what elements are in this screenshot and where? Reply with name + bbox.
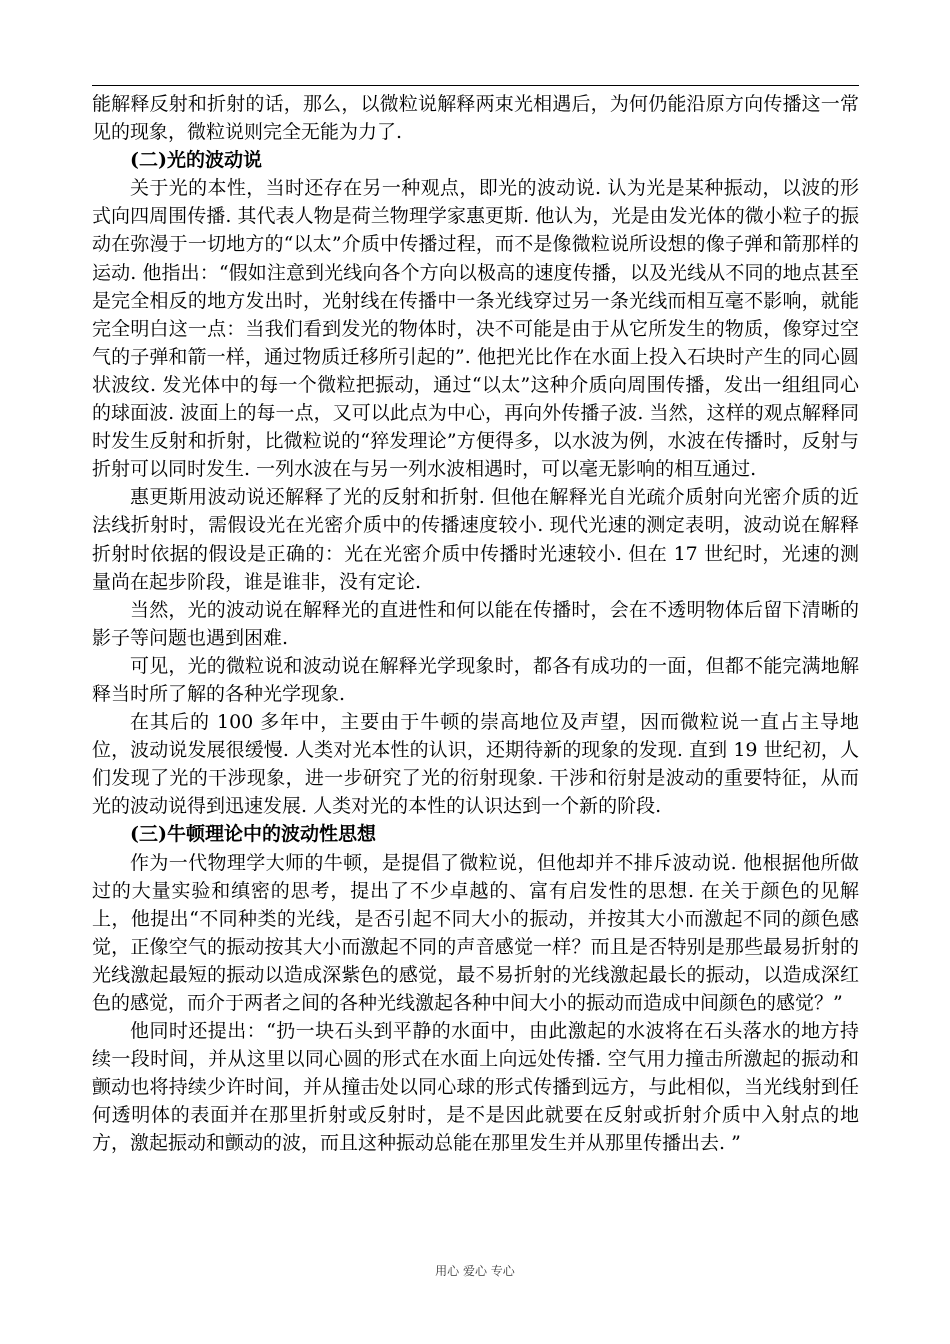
- section-heading-newton-wave-ideas: (三)牛顿理论中的波动性思想: [130, 823, 376, 846]
- paragraph: 他同时还提出：“扔一块石头到平静的水面中，由此激起的水波将在石头落水的地方持续一段时间，并从这里以同心圆的形式在水面上向远处传播. 空气用力撞击所激起的振动和颤动也将持续少许时间，并从撞击处以同心球的形式传播到远方，与此相似，当光线射到任何透明体的表面并在那里折射或反射时，是不是因此就要在反射或折射介质中入射点的地方，激起振动和颤动的波，而且这种振动总能在那里发生并从那里传播出去. ”: [92, 1020, 859, 1155]
- paragraph: 在其后的 100 多年中，主要由于牛顿的崇高地位及声望，因而微粒说一直占主导地位，波动说发展很缓慢. 人类对光本性的认识，还期待新的现象的发现. 直到 19 世纪初，人们发现了光的干涉现象，进一步研究了光的衍射现象. 干涉和衍射是波动的重要特征，从而光的波动说得到迅速发展. 人类对光的本性的认识达到一个新的阶段.: [92, 711, 859, 818]
- paragraph: 当然，光的波动说在解释光的直进性和何以能在传播时，会在不透明物体后留下清晰的影子等问题也遇到困难.: [92, 598, 859, 649]
- paragraph: 惠更斯用波动说还解释了光的反射和折射. 但他在解释光自光疏介质射向光密介质的近法线折射时，需假设光在光密介质中的传播速度较小. 现代光速的测定表明，波动说在解释折射时依据的假设是正确的：光在光密介质中传播时光速较小. 但在 17 世纪时，光速的测量尚在起步阶段，谁是谁非，没有定论.: [92, 486, 859, 593]
- paragraph: 作为一代物理学大师的牛顿，是提倡了微粒说，但他却并不排斥波动说. 他根据他所做过的大量实验和缜密的思考，提出了不少卓越的、富有启发性的思想. 在关于颜色的见解上，他提出“不同种类的光线，是否引起不同大小的振动，并按其大小而激起不同的颜色感觉，正像空气的振动按其大小而激起不同的声音感觉一样？而且是否特别是那些最易折射的光线激起最短的振动以造成深紫色的感觉，最不易折射的光线激起最长的振动，以造成深红色的感觉，而介于两者之间的各种光线激起各种中间大小的振动而造成中间颜色的感觉？”: [92, 851, 859, 1014]
- intro-paragraph: 能解释反射和折射的话，那么，以微粒说解释两束光相遇后，为何仍能沿原方向传播这一常见的现象，微粒说则完全无能为力了.: [92, 93, 859, 144]
- page-footer: 用心 爱心 专心: [435, 1264, 515, 1278]
- header-rule: [92, 85, 859, 86]
- paragraph: 关于光的本性，当时还存在另一种观点，即光的波动说. 认为光是某种振动，以波的形式向四周围传播. 其代表人物是荷兰物理学家惠更斯. 他认为，光是由发光体的微小粒子的振动在弥漫于一切地方的“以太”介质中传播过程，而不是像微粒说所设想的像子弹和箭那样的运动. 他指出：“假如注意到光线向各个方向以极高的速度传播，以及光线从不同的地点甚至是完全相反的地方发出时，光射线在传播中一条光线穿过另一条光线而相互毫不影响，就能完全明白这一点：当我们看到发光的物体时，决不可能是由于从它所发生的物质，像穿过空气的子弹和箭一样，通过物质迁移所引起的”. 他把光比作在水面上投入石块时产生的同心圆状波纹. 发光体中的每一个微粒把振动，通过“以太”这种介质向周围传播，发出一组组同心的球面波. 波面上的每一点，又可以此点为中心，再向外传播子波. 当然，这样的观点解释同时发生反射和折射，比微粒说的“猝发理论”方便得多，以水波为例，水波在传播时，反射与折射可以同时发生. 一列水波在与另一列水波相遇时，可以毫无影响的相互通过.: [92, 177, 859, 481]
- document-body: [92, 90, 859, 1158]
- section-heading-wave-theory: (二)光的波动说: [130, 149, 262, 172]
- paragraph: 可见，光的微粒说和波动说在解释光学现象时，都各有成功的一面，但都不能完满地解释当时所了解的各种光学现象.: [92, 654, 859, 705]
